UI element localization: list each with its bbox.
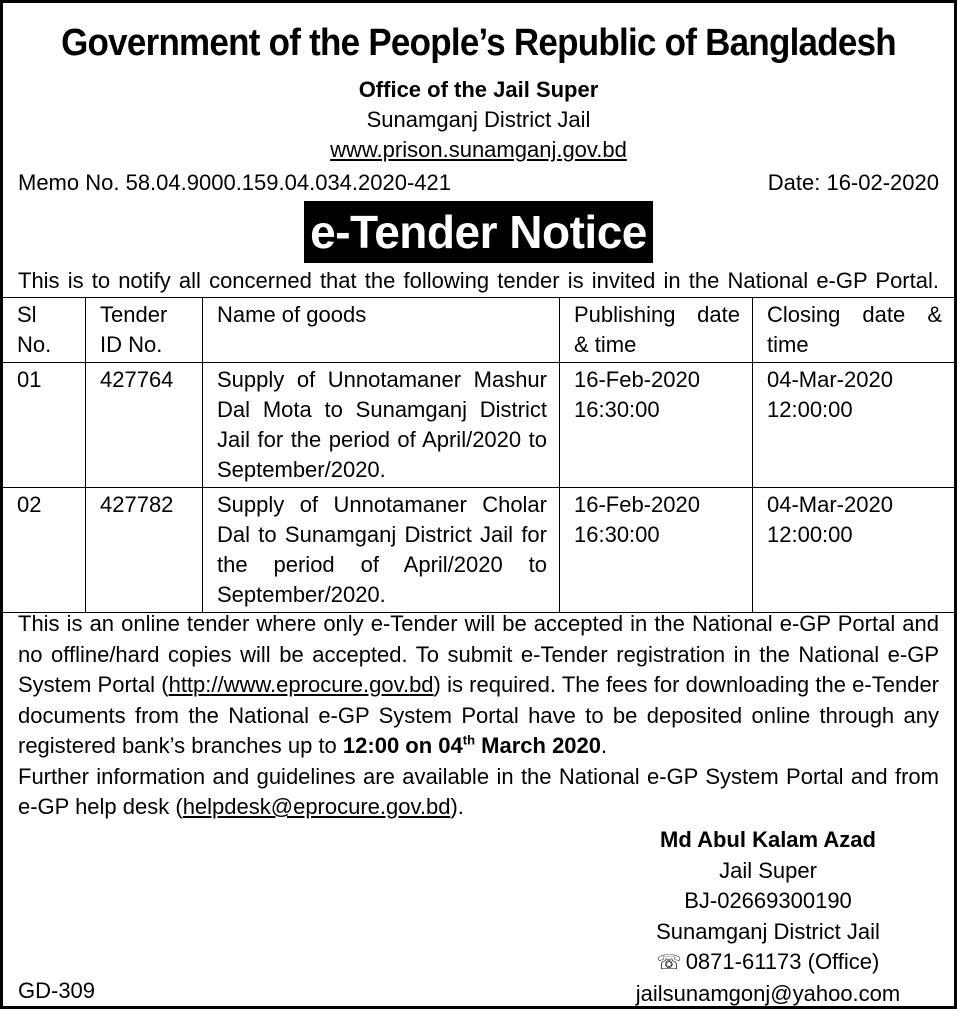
table-row xyxy=(3,363,954,488)
row-publishing xyxy=(560,363,753,488)
header-sl: Sl No. xyxy=(3,298,86,363)
notice-title: e-Tender Notice xyxy=(304,201,653,263)
signatory-id: BJ-02669300190 xyxy=(684,888,852,913)
government-heading: Government of the People’s Republic of Bangladesh xyxy=(61,22,896,64)
signatory-name: Md Abul Kalam Azad xyxy=(660,827,876,852)
signatory-office: Sunamganj District Jail xyxy=(656,918,880,944)
further-info-text: Further information and guidelines are available in the National e-GP System Portal and from e-GP help desk ( xyxy=(18,763,939,819)
signatory-phone-line xyxy=(603,947,933,979)
header-tender-id: Tender ID No. xyxy=(86,298,203,363)
row-pub-date: 16-Feb-2020 xyxy=(574,367,700,392)
intro-text: This is to notify all concerned that the following tender is invited in the National e-GP Portal. xyxy=(18,268,939,293)
row-tender-id: 427782 xyxy=(86,488,203,613)
signature-block xyxy=(603,825,933,1009)
jail-name: Sunamganj District Jail xyxy=(366,107,591,132)
row-close-time: 12:00:00 xyxy=(767,397,853,422)
deadline-ordinal: th xyxy=(462,732,476,748)
deadline-month: March 2020 xyxy=(475,733,602,758)
header-closing: Closing date & time xyxy=(753,298,955,363)
row-closing xyxy=(753,363,955,488)
row-publishing xyxy=(560,488,753,613)
tender-instructions xyxy=(18,609,939,823)
deadline-text xyxy=(343,733,601,758)
signatory-phone: 0871-61173 (Office) xyxy=(685,949,880,974)
row-close-time: 12:00:00 xyxy=(767,522,853,547)
row-close-date: 04-Mar-2020 xyxy=(767,492,893,517)
instructions-text-1: This is an online tender where only e-Tender will be accepted in the National e-GP Portal and no offline/hard copies will be accepted. To submit e-Tender registration in the National e-GP System Portal ( xyxy=(18,611,939,697)
signatory-email[interactable]: jailsunamgonj@yahoo.com xyxy=(635,980,901,1006)
table-header-row xyxy=(3,298,954,363)
website-link[interactable]: www.prison.sunamganj.gov.bd xyxy=(330,137,627,162)
header-goods: Name of goods xyxy=(203,298,560,363)
footer-code: GD-309 xyxy=(18,978,96,1003)
tender-table xyxy=(3,297,954,613)
further-info-end: ). xyxy=(450,794,464,819)
row-closing xyxy=(753,488,955,613)
office-heading: Office of the Jail Super xyxy=(358,77,599,102)
row-sl: 01 xyxy=(3,363,86,488)
row-pub-time: 16:30:00 xyxy=(574,522,660,547)
row-tender-id: 427764 xyxy=(86,363,203,488)
title-wrapper xyxy=(3,201,954,263)
deadline-main: 12:00 on 04 xyxy=(342,733,463,758)
telephone-icon: ☏ xyxy=(656,952,682,974)
table-row xyxy=(3,488,954,613)
row-close-date: 04-Mar-2020 xyxy=(767,367,893,392)
header-publishing: Publishing date & time xyxy=(560,298,753,363)
helpdesk-email-link[interactable]: helpdesk@eprocure.gov.bd xyxy=(182,794,451,819)
row-sl: 02 xyxy=(3,488,86,613)
eprocure-link[interactable]: http://www.eprocure.gov.bd xyxy=(168,672,434,697)
memo-date: Date: 16-02-2020 xyxy=(767,170,939,195)
row-goods: Supply of Unnotamaner Mashur Dal Mota to Sunamganj District Jail for the period of April/2020 to September/2020. xyxy=(203,363,560,488)
row-pub-time: 16:30:00 xyxy=(574,397,660,422)
signatory-designation: Jail Super xyxy=(719,857,817,883)
row-pub-date: 16-Feb-2020 xyxy=(574,492,700,517)
memo-number: Memo No. 58.04.9000.159.04.034.2020-421 xyxy=(18,170,451,195)
instructions-period: . xyxy=(601,733,608,758)
row-goods: Supply of Unnotamaner Cholar Dal to Sunamganj District Jail for the period of April/2020 to September/2020. xyxy=(203,488,560,613)
instructions-text-2: ) is required. The fees for downloading the e-Tender documents from the National e-GP System Portal have to be deposited online through any registered bank’s branches up to xyxy=(18,672,940,758)
